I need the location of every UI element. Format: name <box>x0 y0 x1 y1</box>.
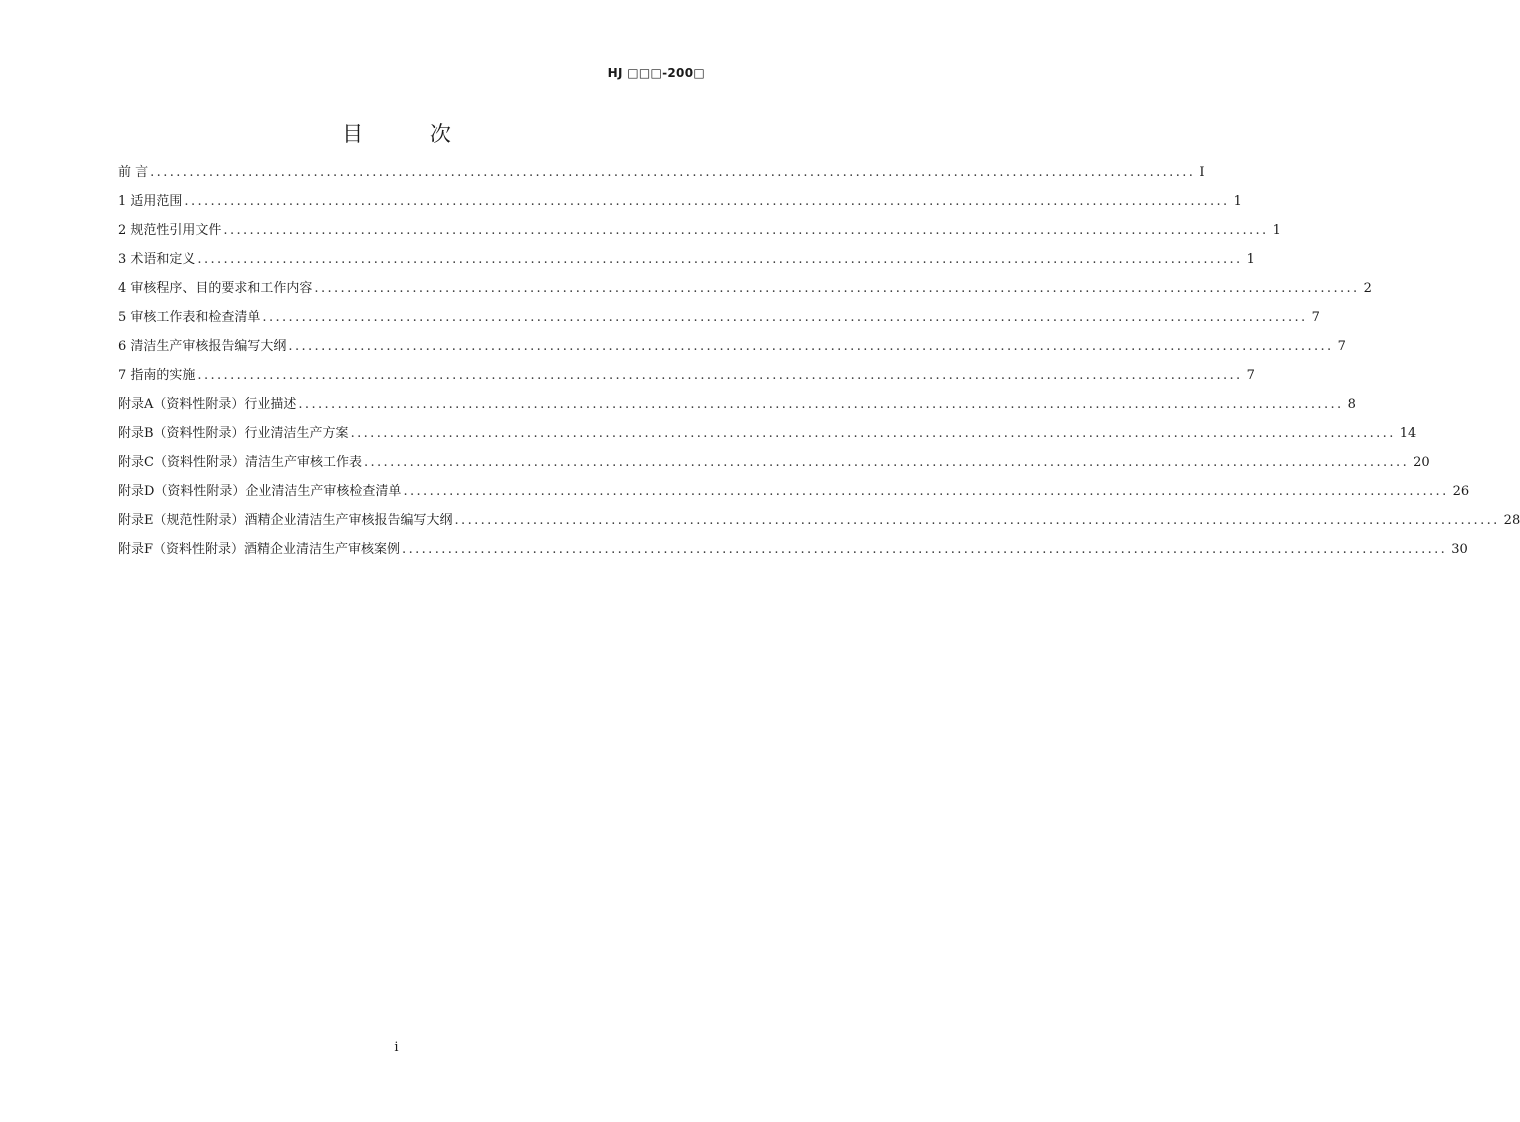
toc-entry-label: 附录E（规范性附录）酒精企业清洁生产审核报告编写大纲 <box>118 513 453 528</box>
toc-entry-label: 附录A（资料性附录）行业描述 <box>118 397 297 412</box>
toc-entry-page: 8 <box>1347 397 1356 412</box>
toc-entry-label: 附录B（资料性附录）行业清洁生产方案 <box>118 426 349 441</box>
toc-entry-page: 14 <box>1399 426 1417 441</box>
toc-entry-page: 20 <box>1413 455 1430 470</box>
toc-title: 目 次 <box>342 122 481 146</box>
toc-entry-page: I <box>1199 165 1205 180</box>
toc-entry-page: 1 <box>1246 252 1255 267</box>
toc-leader-dots: ................................................................................................................................................................ <box>197 252 1243 267</box>
toc-entry-page: 7 <box>1337 339 1346 354</box>
toc-entry[interactable] <box>118 307 1320 336</box>
toc-entry-label: 5 审核工作表和检查清单 <box>118 310 261 325</box>
page-number: i <box>394 1040 399 1055</box>
toc-leader-dots: ................................................................................................................................................................ <box>298 397 1344 412</box>
toc-entry[interactable] <box>118 249 1255 278</box>
toc-leader-dots: ................................................................................................................................................................ <box>288 339 1334 354</box>
toc-entry[interactable] <box>118 510 1520 539</box>
toc-leader-dots: ................................................................................................................................................................ <box>184 194 1230 209</box>
toc-entry-page: 1 <box>1233 194 1242 209</box>
toc-entry[interactable] <box>118 365 1255 394</box>
toc-entry[interactable] <box>118 278 1372 307</box>
toc-leader-dots: ................................................................................................................................................................ <box>314 281 1360 296</box>
table-of-contents <box>118 162 1520 568</box>
toc-leader-dots: ................................................................................................................................................................ <box>223 223 1269 238</box>
toc-entry[interactable] <box>118 394 1356 423</box>
toc-entry-label: 7 指南的实施 <box>118 368 196 383</box>
toc-entry[interactable] <box>118 481 1470 510</box>
toc-leader-dots: ................................................................................................................................................................ <box>403 484 1449 499</box>
toc-entry-label: 1 适用范围 <box>118 194 183 209</box>
toc-entry[interactable] <box>118 220 1281 249</box>
toc-entry[interactable] <box>118 191 1242 220</box>
toc-entry-label: 3 术语和定义 <box>118 252 196 267</box>
toc-entry[interactable] <box>118 539 1468 568</box>
toc-leader-dots: ................................................................................................................................................................ <box>197 368 1243 383</box>
toc-entry-page: 2 <box>1363 281 1372 296</box>
toc-entry-page: 7 <box>1246 368 1255 383</box>
toc-entry-label: 4 审核程序、目的要求和工作内容 <box>118 281 313 296</box>
toc-entry-page: 30 <box>1451 542 1468 557</box>
toc-entry-label: 附录D（资料性附录）企业清洁生产审核检查清单 <box>118 484 402 499</box>
toc-leader-dots: ................................................................................................................................................................ <box>402 542 1448 557</box>
toc-entry[interactable] <box>118 452 1430 481</box>
toc-leader-dots: ................................................................................................................................................................ <box>454 513 1500 528</box>
toc-entry-page: 1 <box>1272 223 1281 238</box>
toc-leader-dots: ................................................................................................................................................................ <box>262 310 1308 325</box>
toc-leader-dots: ................................................................................................................................................................ <box>150 165 1196 180</box>
toc-entry-label: 6 清洁生产审核报告编写大纲 <box>118 339 287 354</box>
toc-entry-page: 7 <box>1311 310 1320 325</box>
toc-leader-dots: ................................................................................................................................................................ <box>363 455 1410 470</box>
toc-entry-label: 前 言 <box>118 165 149 180</box>
toc-leader-dots: ................................................................................................................................................................ <box>350 426 1396 441</box>
toc-entry[interactable] <box>118 423 1417 452</box>
toc-entry-page: 28 <box>1503 513 1520 528</box>
toc-entry[interactable] <box>118 162 1205 191</box>
toc-entry[interactable] <box>118 336 1346 365</box>
toc-entry-label: 附录F（资料性附录）酒精企业清洁生产审核案例 <box>118 542 401 557</box>
toc-entry-page: 26 <box>1452 484 1470 499</box>
toc-entry-label: 附录C（资料性附录）清洁生产审核工作表 <box>118 455 362 470</box>
document-code: HJ □□□-200□ <box>607 66 705 80</box>
toc-entry-label: 2 规范性引用文件 <box>118 223 222 238</box>
